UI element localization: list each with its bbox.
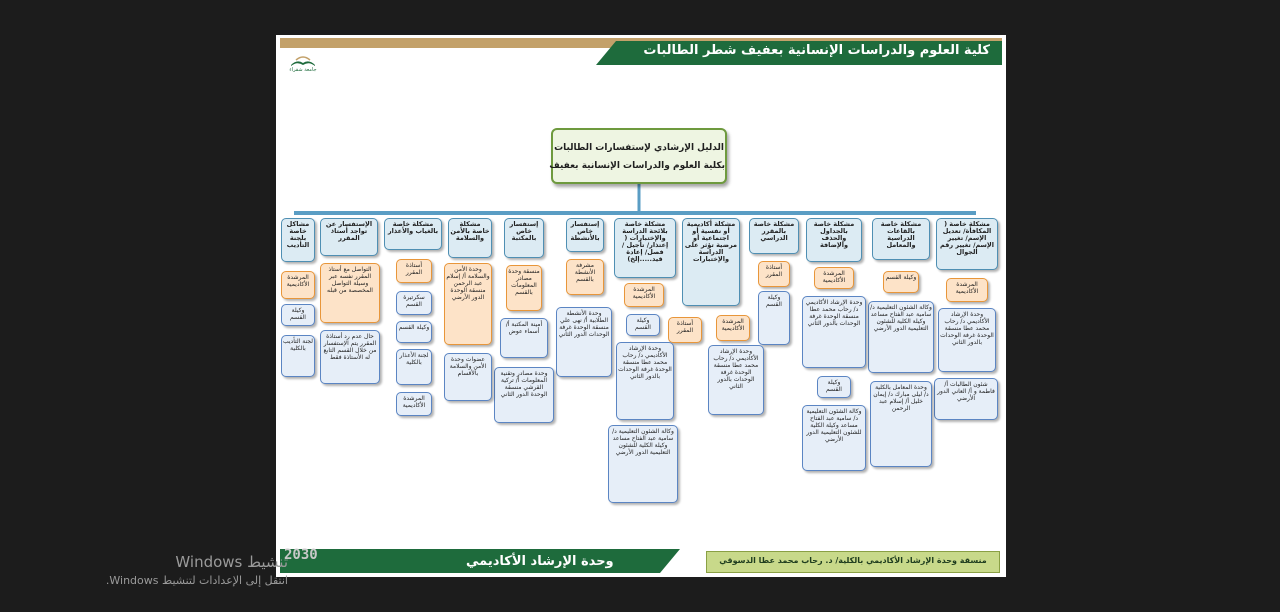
item-box: منسقة وحدة مصادر المعلومات بالقسم [506, 265, 542, 311]
item-box: وكيلة القسم [817, 376, 851, 398]
category-box: مشكلة أكاديمية أو نفسية أو اجتماعية أو مرضية تؤثر على الدراسة والإختبارات [682, 218, 740, 306]
category-box: مشكلة خاصة بالمقرر الدراسي [749, 218, 799, 254]
activation-title: تنشيط Windows [175, 553, 288, 571]
slide-footer [276, 545, 1006, 577]
main-title-line1: الدليل الإرشادي لإستفسارات الطالبات [554, 143, 724, 153]
item-box: وكالة الشئون التعليمية د/ سامية عبد الفتاح مساعد وكيلة الكلية للشئون التعليمية الدور الأرضي [608, 425, 678, 503]
main-title-box [551, 128, 727, 184]
item-box: شئون الطالبات أ/ فاطمة و أ/ العاني الدور الأرضي [934, 378, 998, 420]
logo-text: جامعة شقراء [289, 67, 317, 73]
category-box: مشاكل خاصة بلجنة التأديب [281, 218, 315, 262]
item-box: أمينة المكتبة أ/ أسماء عوض [500, 318, 548, 358]
item-box: أستاذة المقرر [396, 259, 432, 283]
item-box: وحدة الإرشاد الأكاديمي د/ رحاب محمد عطا منسقة الوحدة غرفة الوحدات بالدور الثاني [616, 342, 674, 420]
item-box: وحدة الأمن والسلامة أ/ إسلام عبد الرحمن منسقة الوحدة الدور الأرضي [444, 263, 492, 345]
item-box: وحدة المعامل بالكلية د/ ليلى مبارك د/ إيمان خليل أ/ إسلام عبد الرحمن [870, 381, 932, 467]
item-box: لجنة الأعذار بالكلية [396, 349, 432, 385]
item-box: وحدة الأنشطة الطلابية أ/ نهى علي منسقة الوحدة غرفة الوحدات الدور الثاني [556, 307, 612, 377]
presentation-slide [276, 35, 1006, 577]
item-box: وكيلة القسم [758, 291, 790, 345]
item-box: وكيلة القسم [396, 321, 432, 343]
item-box: وحدة الإرشاد الأكاديمي د/ رحاب محمد عطا منسقة الوحدة غرفة الوحدات بالدور الثاني [938, 308, 996, 372]
item-box: المرشدة الأكاديمية [716, 315, 750, 341]
vision-2030-logo: 2030 [284, 547, 318, 563]
item-box: وكيلة القسم [883, 271, 919, 293]
item-box: وكيلة القسم [626, 314, 660, 336]
item-box: سكرتيرة القسم [396, 291, 432, 315]
category-box: مشكلة خاصة ( المكافأة/ تعديل الإسم/ تغيير الإسم/ تغيير رقم الجوال [936, 218, 998, 270]
category-box: الإستفسار عن تواجد أستاذ المقرر [320, 218, 378, 256]
item-box: وكيلة القسم [281, 304, 315, 326]
category-box: مشكلة خاصة بلائحة الدراسة والإختبارات ( إعتذار/ تأجيل / فصل/ إعادة قيد.....إلخ) [614, 218, 676, 278]
category-box: مشكلة خاصة بالأمن والسلامة [448, 218, 492, 258]
item-box: وكالة الشئون التعليمية د/ سامية عبد الفتاح مساعد وكيلة الكلية للشئون التعليمية الدور الأرضي [868, 301, 934, 373]
category-box: مشكلة خاصة بالغياب والأعذار [384, 218, 442, 250]
item-box: مشرفة الأنشطة بالقسم [566, 259, 604, 295]
footer-unit-title: وحدة الإرشاد الأكاديمي [466, 554, 614, 569]
main-title-line2: بكلية العلوم والدراسات الإنسانية بعفيف [549, 161, 725, 171]
item-box: وكالة الشئون التعليمية د/ سامية عبد الفتاح مساعد وكيلة الكلية للشئون التعليمية الدور الأرضي [802, 405, 866, 471]
item-box: حال عدم رد أستاذة المقرر يتم الإستفسار من خلال القسم التابع له الأستاذة فقط [320, 330, 380, 384]
windows-activation-watermark [64, 553, 288, 587]
category-box: مشكلة خاصة بالقاعات الدراسية والمعامل [872, 218, 930, 260]
item-box: عضوات وحدة الأمن والسلامة بالأقسام [444, 353, 492, 401]
category-box: مشكلة خاصة بالجداول والحذف والإضافة [806, 218, 862, 262]
item-box: المرشدة الأكاديمية [814, 267, 854, 289]
category-box: إستفسار خاص بالمكتبة [504, 218, 544, 258]
item-box: وحدة الإرشاد الأكاديمي د/ رحاب محمد عطا منسقة الوحدة غرفة الوحدات بالدور الثاني [708, 345, 764, 415]
header-title: كلية العلوم والدراسات الإنسانية بعفيف شطر الطالبات [643, 43, 990, 58]
footer-coordinator-box [706, 551, 1000, 573]
category-box: إستفسار خاص بالأنشطة [566, 218, 604, 252]
item-box: المرشدة الأكاديمية [396, 392, 432, 416]
activation-subtitle: انتقل إلى الإعدادات لتنشيط Windows. [105, 574, 288, 587]
footer-coordinator-text: منسقة وحدة الإرشاد الأكاديمي بالكلية/ د. رحاب محمد عطا الدسوقي [719, 556, 987, 565]
item-box: أستاذة المقرر [668, 317, 702, 343]
item-box: المرشدة الأكاديمية [624, 283, 664, 307]
item-box: وحدة مصادر وتقنية المعلومات أ/ تركية القرشي منسقة الوحدة الدور الثاني [494, 367, 554, 423]
item-box: المرشدة الأكاديمية [281, 271, 315, 299]
item-box: أستاذة المقرر [758, 261, 790, 287]
item-box: المرشدة الأكاديمية [946, 278, 988, 302]
item-box: لجنة التأديب بالكلية [281, 335, 315, 377]
item-box: التواصل مع أستاذ المقرر نفسه عبر وسيلة التواصل المخصصة من قبله [320, 263, 380, 323]
item-box: وحدة الإرشاد الأكاديمي د/ رحاب محمد عطا منسقة الوحدة غرفة الوحدات بالدور الثاني [802, 296, 866, 368]
